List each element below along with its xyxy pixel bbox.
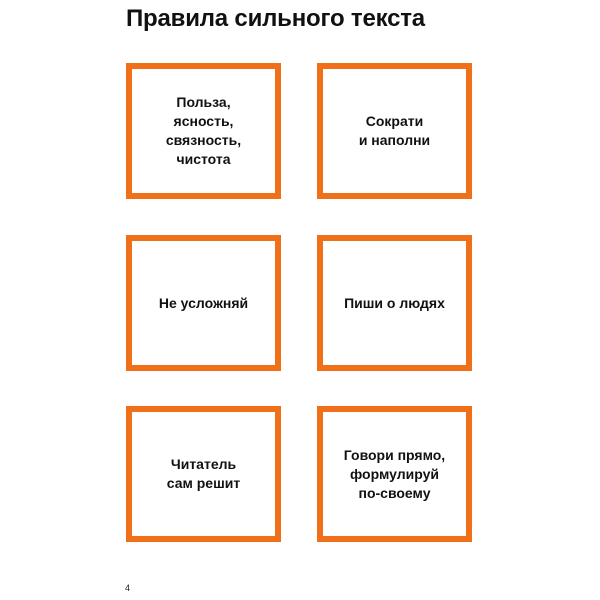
page-number: 4: [125, 583, 131, 593]
rule-card-text: Польза, ясность, связность, чистота: [165, 94, 242, 167]
rule-card-benefit-clarity: [126, 63, 281, 199]
rule-card-text: Не усложняй: [158, 294, 249, 311]
rule-card-keep-simple: [126, 235, 281, 371]
rule-card-text: Читатель сам решит: [166, 456, 241, 491]
rule-card-write-about-people: [317, 235, 472, 371]
rule-card-text: Сократи и наполни: [358, 113, 431, 148]
rule-card-reader-decides: [126, 406, 281, 542]
rule-card-shorten: [317, 63, 472, 199]
page-title: Правила сильного текста: [126, 5, 425, 32]
rule-card-text: Говори прямо, формулируй по-своему: [343, 446, 446, 501]
rule-card-speak-directly: [317, 406, 472, 542]
rule-card-text: Пиши о людях: [344, 294, 445, 311]
